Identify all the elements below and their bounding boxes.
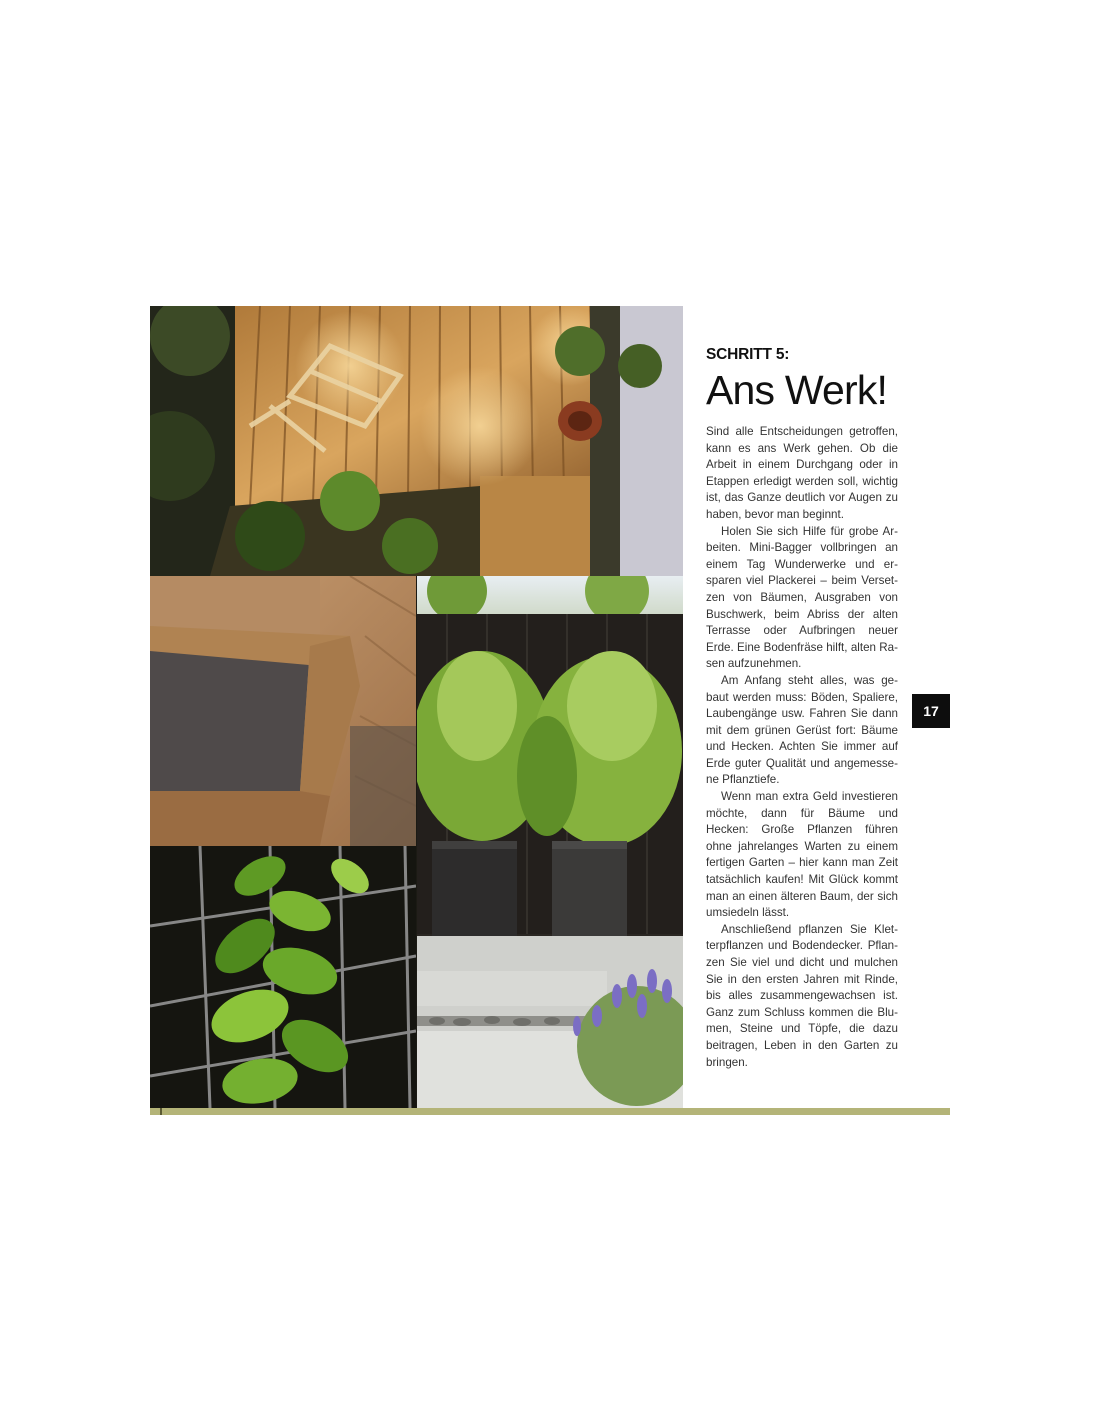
photo-climbing-plant	[150, 846, 416, 1108]
body-paragraph: Sind alle Entscheidungen getroffen, kann es ans Werk gehen. Ob die Arbeit in einem Durchgang oder in Etappen erledigt werden soll, wichtig ist, das Ganze deutlich vor Augen zu haben, bevor man beginnt.	[706, 425, 898, 521]
photo-wooden-deck	[150, 306, 683, 576]
article-title: Ans Werk!	[706, 367, 888, 413]
article-body	[706, 424, 898, 1071]
page-number: 17	[912, 694, 950, 728]
step-label: SCHRITT 5:	[706, 346, 790, 363]
body-paragraph: Am Anfang steht alles, was gebaut werden muss: Böden, Spaliere, Laubengänge usw. Fahren Sie dann mit dem grünen Gerüst fort: Bäume und Hecken. Achten Sie immer auf Erde guter Qualität und angemessene Pflanztiefe.	[706, 673, 898, 787]
photo-bamboo-planters	[417, 576, 683, 1108]
body-paragraph: Anschließend pflanzen Sie Kletterpflanzen und Bodendecker. Pflanzen Sie viel und dicht und mulchen Sie in den ersten Jahren mit Rinde, bis alles zusammengewachsen ist. Ganz zum Schluss kommen die Blumen, Steine und Töpfe, die dazu beitragen, Leben in den Garten zu bringen.	[706, 922, 898, 1069]
body-paragraph: Wenn man extra Geld investieren möchte, dann für Bäume und Hecken: Große Pflanzen führen ohne jahrelanges Warten zu einem fertigen Garten – hier kann man Zeit tatsächlich kaufen! Mit Glück kommt man an einen älteren Baum, der sich umsiedeln lässt.	[706, 790, 898, 920]
bottom-rule-tick	[160, 1108, 162, 1115]
bottom-rule	[150, 1108, 950, 1115]
photo-planter-corner	[150, 576, 416, 846]
body-paragraph: Holen Sie sich Hilfe für grobe Arbeiten. Mini-Bagger vollbringen an einem Tag Wunderwerke und ersparen viel Plackerei – beim Versetzen von Bäumen, Ausgraben von Buschwerk, beim Abriss der alten Terrasse oder Aufbringen neuer Erde. Eine Bodenfräse hilft, alten Rasen aufzunehmen.	[706, 524, 898, 671]
photo-collage	[150, 306, 683, 1108]
article-text-column	[706, 346, 898, 1071]
